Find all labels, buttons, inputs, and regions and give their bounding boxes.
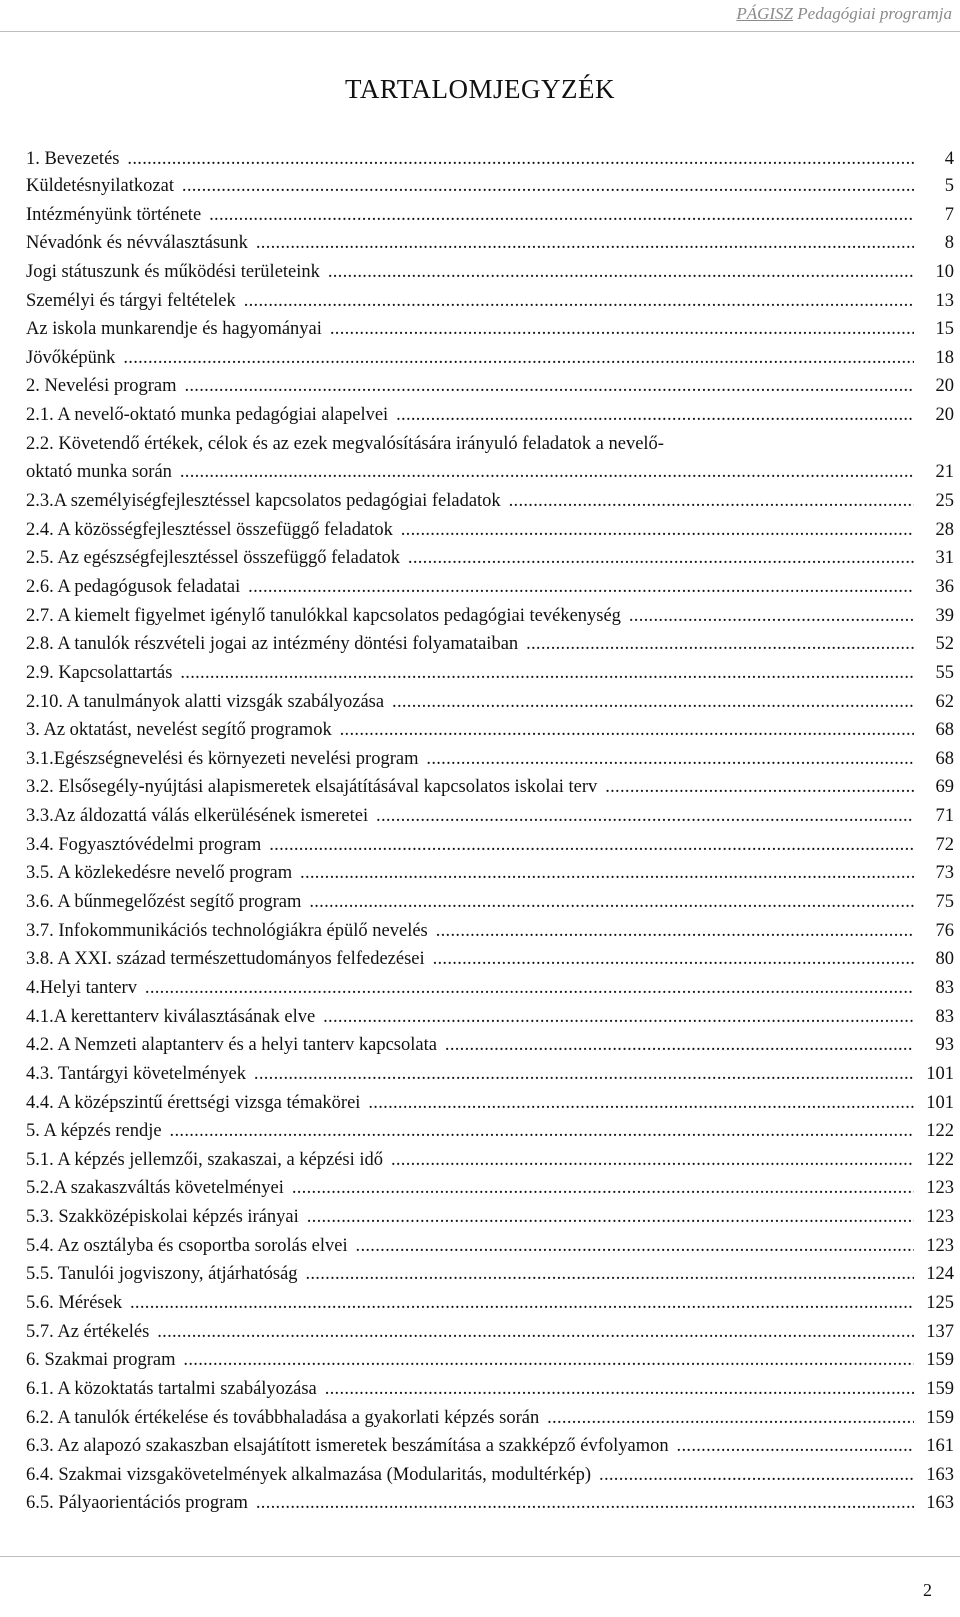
toc-entry[interactable] (26, 1060, 954, 1089)
toc-entry[interactable] (26, 917, 954, 946)
toc-entry-label: 3.4. Fogyasztóvédelmi program (26, 835, 264, 855)
toc-entry-label: 5.6. Mérések (26, 1293, 125, 1313)
toc-entry-label: 2.5. Az egészségfejlesztéssel összefüggő feladatok (26, 548, 403, 568)
toc-entry-page: 25 (914, 487, 954, 516)
toc-entry-title (26, 172, 914, 201)
toc-entry[interactable] (26, 659, 954, 688)
toc-entry[interactable] (26, 344, 954, 373)
toc-entry[interactable] (26, 1375, 954, 1404)
toc-entry-title (26, 1289, 914, 1318)
toc-entry-page: 8 (914, 229, 954, 258)
toc-entry-page: 28 (914, 516, 954, 545)
toc-entry-label: 2.2. Követendő értékek, célok és az ezek megvalósítására irányuló feladatok a nevelő- (26, 434, 667, 454)
toc-entry-label: 3.1.Egészségnevelési és környezeti nevelési program (26, 749, 421, 769)
toc-entry[interactable] (26, 430, 954, 459)
toc-entry[interactable] (26, 201, 954, 230)
toc-entry-title (26, 1117, 914, 1146)
toc-entry-title (26, 1432, 914, 1461)
toc-entry-page: 76 (914, 917, 954, 946)
toc-entry-page: 101 (914, 1060, 954, 1089)
toc-entry-page: 73 (914, 859, 954, 888)
toc-entry-label: 5.1. A képzés jellemzői, szakaszai, a képzési idő (26, 1150, 386, 1170)
toc-entry-label: 6.5. Pályaorientációs program (26, 1493, 251, 1513)
toc-entry-label: 2.6. A pedagógusok feladatai (26, 577, 243, 597)
toc-entry-title (26, 945, 914, 974)
header-doc: Pedagógiai programja (797, 4, 952, 23)
toc-entry-page: 163 (914, 1489, 954, 1518)
toc-entry[interactable] (26, 1318, 954, 1347)
toc-entry-label: 2.10. A tanulmányok alatti vizsgák szabályozása (26, 692, 387, 712)
toc-entry-page: 123 (914, 1174, 954, 1203)
footer-rule (0, 1556, 960, 1557)
toc-entry-page: 7 (914, 201, 954, 230)
toc-entry-page: 20 (914, 372, 954, 401)
toc-entry[interactable] (26, 516, 954, 545)
toc-entry-title (26, 487, 914, 516)
toc-entry-label: 3.2. Elsősegély-nyújtási alapismeretek elsajátításával kapcsolatos iskolai terv (26, 777, 600, 797)
toc-entry-page: 122 (914, 1117, 954, 1146)
toc-entry-title (26, 544, 914, 573)
toc-entry-title (26, 1060, 914, 1089)
toc-entry-title (26, 1346, 914, 1375)
toc-entry[interactable] (26, 745, 954, 774)
toc-entry-page: 10 (914, 258, 954, 287)
toc-entry-page: 101 (914, 1089, 954, 1118)
toc-entry-title (26, 659, 914, 688)
toc-entry-label: 5.4. Az osztályba és csoportba sorolás elvei (26, 1236, 351, 1256)
toc-entry-page: 161 (914, 1432, 954, 1461)
toc-entry-label: 6.3. Az alapozó szakaszban elsajátított ismeretek beszámítása a szakképző évfolyamon (26, 1436, 672, 1456)
toc-entry-page: 68 (914, 745, 954, 774)
toc-entry-label: 4.1.A kerettanterv kiválasztásának elve (26, 1007, 318, 1027)
toc-entry-label: 3. Az oktatást, nevelést segítő programok (26, 720, 335, 740)
header-rule (0, 31, 960, 32)
toc-entry[interactable] (26, 602, 954, 631)
toc-entry-title (26, 859, 914, 888)
toc-entry-page: 36 (914, 573, 954, 602)
toc-entry-title (26, 773, 914, 802)
toc-entry-label: 6. Szakmai program (26, 1350, 179, 1370)
toc-entry[interactable] (26, 716, 954, 745)
toc-entry-label: 5.5. Tanulói jogviszony, átjárhatóság (26, 1264, 301, 1284)
toc-entry-label: 5. A képzés rendje (26, 1121, 165, 1141)
toc-entry-page: 123 (914, 1232, 954, 1261)
toc-entry[interactable] (26, 258, 954, 287)
toc-entry-page: 4 (914, 146, 954, 172)
toc-entry[interactable] (26, 458, 954, 487)
toc-entry-label: 4.3. Tantárgyi követelmények (26, 1064, 249, 1084)
toc-entry-title (26, 516, 914, 545)
toc-entry-label: 5.2.A szakaszváltás követelményei (26, 1178, 287, 1198)
toc-entry-title (26, 201, 914, 230)
toc-entry-page: 159 (914, 1375, 954, 1404)
toc-entry-title (26, 888, 914, 917)
toc-entry[interactable] (26, 1117, 954, 1146)
toc-entry-title (26, 1031, 914, 1060)
toc-entry-label: 1. Bevezetés (26, 149, 123, 169)
toc-entry-label: 2.1. A nevelő-oktató munka pedagógiai alapelvei (26, 405, 391, 425)
toc-entry-label: 2.3.A személyiségfejlesztéssel kapcsolatos pedagógiai feladatok (26, 491, 504, 511)
toc-entry-page: 123 (914, 1203, 954, 1232)
toc-entry[interactable] (26, 945, 954, 974)
toc-entry-label: Személyi és tárgyi feltételek (26, 291, 239, 311)
toc-entry[interactable] (26, 1146, 954, 1175)
toc-entry-label: 3.3.Az áldozattá válás elkerülésének ismeretei (26, 806, 371, 826)
toc-entry-label: 4.2. A Nemzeti alaptanterv és a helyi tanterv kapcsolata (26, 1035, 440, 1055)
toc-entry[interactable] (26, 315, 954, 344)
toc-entry-title (26, 146, 914, 172)
toc-entry[interactable] (26, 1003, 954, 1032)
toc-entry-label: 6.2. A tanulók értékelése és továbbhaladása a gyakorlati képzés során (26, 1408, 542, 1428)
toc-entry[interactable] (26, 831, 954, 860)
toc-entry-label: 3.6. A bűnmegelőzést segítő program (26, 892, 304, 912)
toc-entry-page: 31 (914, 544, 954, 573)
page-number: 2 (923, 1580, 932, 1600)
toc-entry[interactable] (26, 544, 954, 573)
toc-entry-label: 4.4. A középszintű érettségi vizsga témakörei (26, 1093, 363, 1113)
toc-entry-label: 6.4. Szakmai vizsgakövetelmények alkalmazása (Modularitás, modultérkép) (26, 1465, 594, 1485)
toc-entry[interactable] (26, 1031, 954, 1060)
toc-entry-page: 20 (914, 401, 954, 430)
toc-entry-page: 68 (914, 716, 954, 745)
toc-entry-page: 93 (914, 1031, 954, 1060)
toc-entry[interactable] (26, 401, 954, 430)
toc-entry-title (26, 430, 914, 459)
toc-entry-page: 124 (914, 1260, 954, 1289)
header-org: PÁGISZ (736, 4, 794, 23)
toc-entry-label: 2.7. A kiemelt figyelmet igénylő tanulókkal kapcsolatos pedagógiai tevékenység (26, 606, 624, 626)
toc-entry-title (26, 1489, 914, 1518)
toc-entry-label: 4.Helyi tanterv (26, 978, 140, 998)
toc-entry-page: 159 (914, 1404, 954, 1433)
toc-entry-label: 2. Nevelési program (26, 376, 180, 396)
toc-entry-title (26, 688, 914, 717)
toc-entry-title (26, 1232, 914, 1261)
toc-entry[interactable] (26, 229, 954, 258)
toc-entry-page: 69 (914, 773, 954, 802)
toc-list (26, 146, 954, 1518)
toc-entry-label: 3.7. Infokommunikációs technológiákra épülő nevelés (26, 921, 431, 941)
toc-entry-title (26, 1174, 914, 1203)
toc-title: TARTALOMJEGYZÉK (344, 74, 616, 104)
toc-entry-title (26, 1146, 914, 1175)
toc-entry[interactable] (26, 888, 954, 917)
toc-entry-page: 83 (914, 1003, 954, 1032)
toc-entry[interactable] (26, 1489, 954, 1518)
toc-entry[interactable] (26, 688, 954, 717)
toc-entry[interactable] (26, 630, 954, 659)
toc-entry-title (26, 344, 914, 373)
toc-entry-label: 5.3. Szakközépiskolai képzés irányai (26, 1207, 302, 1227)
toc-entry[interactable] (26, 1232, 954, 1261)
toc-entry-label: Jövőképünk (26, 348, 118, 368)
toc-entry-label: 2.9. Kapcsolattartás (26, 663, 175, 683)
toc-entry[interactable] (26, 1432, 954, 1461)
toc-entry-title (26, 745, 914, 774)
toc-entry-page: 39 (914, 602, 954, 631)
toc-entry-page: 83 (914, 974, 954, 1003)
toc-entry-title (26, 630, 914, 659)
toc-entry-label: oktató munka során (26, 462, 175, 482)
toc-entry-page: 72 (914, 831, 954, 860)
toc-entry-page: 75 (914, 888, 954, 917)
toc-entry-title (26, 1203, 914, 1232)
toc-entry[interactable] (26, 1346, 954, 1375)
toc-entry-page: 55 (914, 659, 954, 688)
toc-entry-label: Névadónk és névválasztásunk (26, 233, 251, 253)
toc-entry-title (26, 229, 914, 258)
toc-entry-title (26, 802, 914, 831)
toc-entry-title (26, 1260, 914, 1289)
toc-entry-page: 18 (914, 344, 954, 373)
toc-entry[interactable] (26, 287, 954, 316)
toc-entry-title (26, 974, 914, 1003)
toc-entry[interactable] (26, 1404, 954, 1433)
toc-entry-page: 80 (914, 945, 954, 974)
toc-entry-title (26, 372, 914, 401)
toc-entry-title (26, 287, 914, 316)
toc-entry[interactable] (26, 1203, 954, 1232)
toc-entry-page: 21 (914, 458, 954, 487)
toc-entry-label: Az iskola munkarendje és hagyományai (26, 319, 325, 339)
toc-entry[interactable] (26, 146, 954, 172)
toc-entry[interactable] (26, 974, 954, 1003)
toc-entry[interactable] (26, 372, 954, 401)
toc-entry-page: 71 (914, 802, 954, 831)
toc-entry-title (26, 1089, 914, 1118)
toc-entry-page: 137 (914, 1318, 954, 1347)
toc-entry-title (26, 458, 914, 487)
toc-entry-label: Jogi státuszunk és működési területeink (26, 262, 323, 282)
toc-entry-page: 52 (914, 630, 954, 659)
toc-entry-page: 5 (914, 172, 954, 201)
toc-entry[interactable] (26, 1089, 954, 1118)
toc-entry-label: 5.7. Az értékelés (26, 1322, 152, 1342)
toc-entry-label: 3.8. A XXI. század természettudományos felfedezései (26, 949, 428, 969)
toc-entry-title (26, 315, 914, 344)
toc-entry-title (26, 401, 914, 430)
toc-entry-title (26, 573, 914, 602)
toc-entry[interactable] (26, 1461, 954, 1490)
toc-entry[interactable] (26, 573, 954, 602)
toc-entry-title (26, 1461, 914, 1490)
toc-entry-label: 2.8. A tanulók részvételi jogai az intézmény döntési folyamataiban (26, 634, 521, 654)
toc-entry[interactable] (26, 172, 954, 201)
toc-entry-page: 15 (914, 315, 954, 344)
toc-entry-page: 13 (914, 287, 954, 316)
toc-entry-title (26, 831, 914, 860)
toc-entry[interactable] (26, 859, 954, 888)
toc-entry-label: 2.4. A közösségfejlesztéssel összefüggő feladatok (26, 520, 396, 540)
toc-entry-title (26, 1318, 914, 1347)
toc-entry-page: 159 (914, 1346, 954, 1375)
toc-entry[interactable] (26, 487, 954, 516)
running-header (736, 4, 952, 24)
toc-entry[interactable] (26, 802, 954, 831)
toc-entry[interactable] (26, 773, 954, 802)
toc-entry[interactable] (26, 1289, 954, 1318)
toc-entry-title (26, 1003, 914, 1032)
toc-entry-page: 62 (914, 688, 954, 717)
toc-entry-title (26, 1404, 914, 1433)
toc-entry-label: 6.1. A közoktatás tartalmi szabályozása (26, 1379, 320, 1399)
toc-entry[interactable] (26, 1174, 954, 1203)
toc-entry-page: 163 (914, 1461, 954, 1490)
toc-entry-page: 125 (914, 1289, 954, 1318)
toc-entry-label: Küldetésnyilatkozat (26, 176, 177, 196)
toc-entry-title (26, 1375, 914, 1404)
toc-entry-page: 122 (914, 1146, 954, 1175)
toc-entry-title (26, 917, 914, 946)
toc-entry-title (26, 716, 914, 745)
toc-entry[interactable] (26, 1260, 954, 1289)
toc-entry-label: Intézményünk története (26, 205, 204, 225)
toc-entry-title (26, 602, 914, 631)
toc-entry-label: 3.5. A közlekedésre nevelő program (26, 863, 295, 883)
toc-entry-title (26, 258, 914, 287)
